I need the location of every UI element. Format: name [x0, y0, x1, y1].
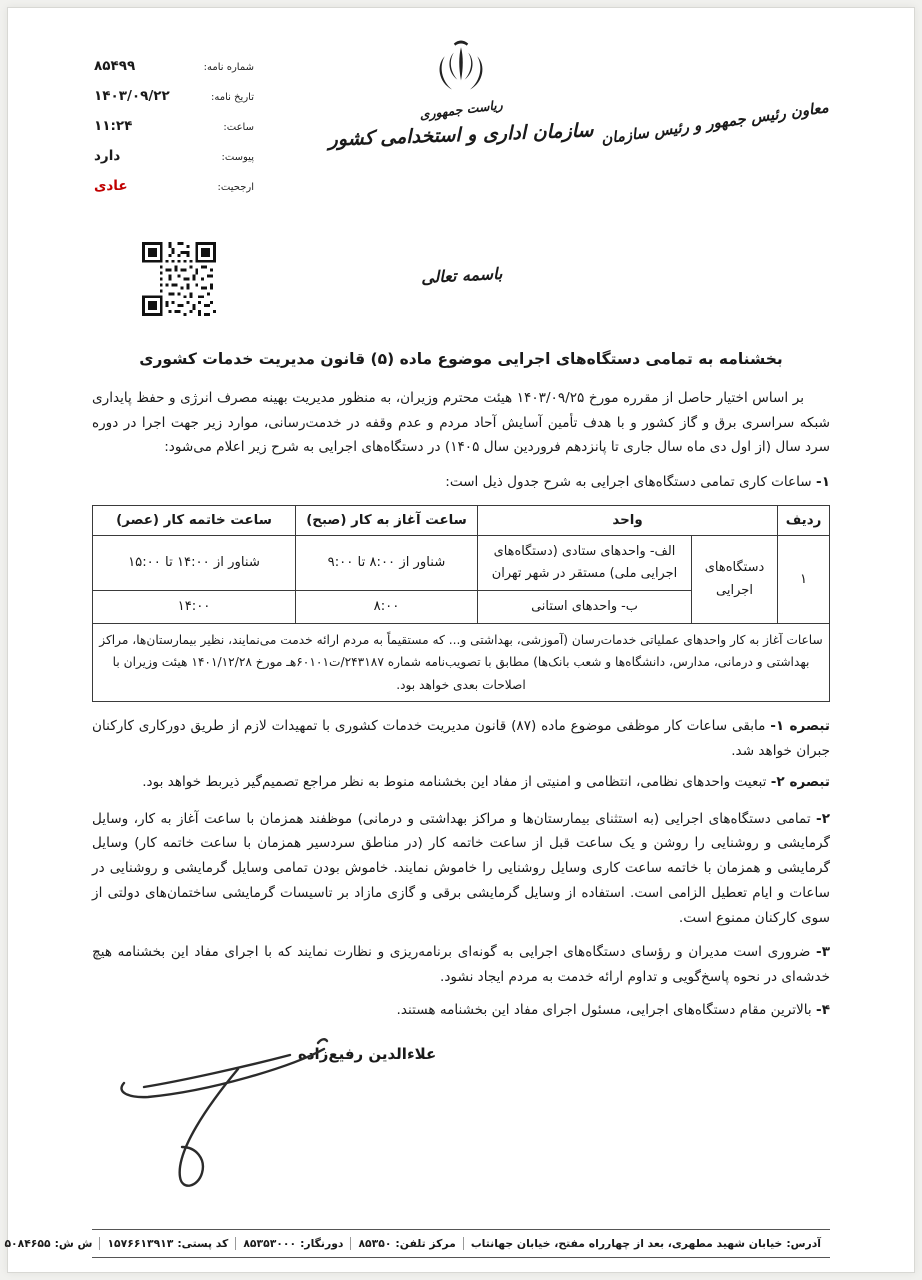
priority-badge: عادی	[94, 178, 128, 194]
letterhead	[92, 34, 830, 234]
clause-3-text: ضروری است مدیران و رؤسای دستگاه‌های اجرایی به گونه‌ای برنامه‌ریزی و نظارت نمایند که با اجرای مفاد این بخشنامه هیچ خدشه‌ای در نحوه پاسخ‌گویی و تداوم ارائه خدمت به مردم ایجاد نشود.	[92, 944, 830, 986]
meta-row-priority	[94, 178, 254, 194]
meta-label: پیوست:	[221, 152, 254, 163]
besmele-calligraphy: باسمه تعالی	[420, 263, 503, 288]
signatory-name: علاءالدین رفیع‌زاده	[298, 1044, 437, 1063]
clause-3-number: ۳-	[816, 944, 830, 961]
group-cell: دستگاه‌های اجرایی	[692, 535, 778, 623]
footer-fax-value: ۸۵۳۵۳۰۰۰	[243, 1237, 297, 1250]
meta-label: تاریخ نامه:	[211, 92, 254, 103]
end-cell: ۱۴:۰۰	[93, 590, 296, 623]
clause-4	[92, 998, 830, 1023]
note-2	[92, 770, 830, 795]
footer-postal-label: کد پستی:	[177, 1237, 229, 1250]
table-note: ساعات آغاز به کار واحدهای عملیاتی خدمات‌رسان (آموزشی، بهداشتی و... که مستقیماً به مردم ارائه خدمت می‌نمایند، نظیر بیمارستان‌ها، مراکز بهداشتی و درمانی، مدارس، دانشگاه‌ها و شعب بانک‌ها) مطابق با تصویب‌نامه شماره ۲۴۳۱۸۷/ت۶۰۱۰۱هـ مورخ ۱۴۰۱/۱۲/۲۸ هیئت وزیران با اصلاحات بعدی خواهد بود.	[93, 623, 830, 702]
clause-1-text: ساعات کاری تمامی دستگاه‌های اجرایی به شرح جدول ذیل است:	[445, 474, 812, 491]
footer-address-label: آدرس:	[786, 1237, 821, 1250]
footer-fax-label: دورنگار:	[300, 1237, 344, 1250]
footer-phone	[350, 1237, 462, 1250]
clause-1	[92, 470, 830, 495]
clause-3	[92, 940, 830, 989]
footer-phone-label: مرکز تلفن:	[395, 1237, 456, 1250]
table-note-row	[93, 623, 830, 702]
clause-2-text: تمامی دستگاه‌های اجرایی (به استثنای بیمارستان‌ها و مراکز بهداشتی و درمانی) موظفند همزمان با ساعت آغاز به کار، وسایل گرمایشی و روشنایی را روشن و یک ساعت قبل از ساعت خاتمه کار (در مناطق سردسیر همزمان با ساعت خاتمه کار) وسایل گرمایشی و همزمان با خاتمه ساعت کاری وسایل روشنایی را خاموش نمایند. خاموش بودن تمامی وسایل گرمایشی و روشنایی در ساعات و ایام تعطیل الزامی است. استفاده از وسایل گرمایشی برقی و گازی مازاد بر تاسیسات گرمایشی ساختمان‌های دولتی از سوی کارکنان ممنوع است.	[92, 810, 830, 926]
footer-phone-value: ۸۵۳۵۰	[358, 1237, 392, 1250]
footer-id-label: ش ش:	[54, 1237, 93, 1250]
meta-row-number	[94, 58, 254, 74]
meta-row-time	[94, 118, 254, 134]
footer-postal-code	[99, 1237, 235, 1250]
footer-id-number	[0, 1237, 99, 1250]
end-cell: شناور از ۱۴:۰۰ تا ۱۵:۰۰	[93, 535, 296, 590]
letter-date: ۱۴۰۳/۰۹/۲۲	[94, 88, 170, 104]
clause-1-number: ۱-	[816, 474, 830, 491]
footer-address-value: خیابان شهید مطهری، بعد از چهارراه مفتح، خیابان جهانتاب	[470, 1237, 783, 1250]
circular-title: بخشنامه به تمامی دستگاه‌های اجرایی موضوع ماده (۵) قانون مدیریت خدمات کشوری	[139, 350, 783, 368]
footer-fax	[235, 1237, 350, 1250]
footer-contact-bar	[4, 1229, 830, 1258]
intro-paragraph: بر اساس اختیار حاصل از مقرره مورخ ۱۴۰۳/۰۹/۲۵ هیئت محترم وزیران، به منظور مدیریت بهینه مصرف انرژی و حفظ پایداری شبکه سراسری برق و گاز کشور و با هدف تأمین آسایش آحاد مردم و عدم وقفه در خدمت‌رسانی، موارد زیر جهت اجرا در دوره سرد سال (از اول دی ماه سال جاری تا پانزدهم فروردین سال ۱۴۰۵) در دستگاه‌های اجرایی به شرح زیر اعلام می‌شود:	[92, 390, 830, 456]
note-2-text: تبعیت واحدهای نظامی، انتظامی و امنیتی از مفاد این بخشنامه منوط به نظر مراجع تصمیم‌گیر ذیربط خواهد بود.	[142, 773, 767, 790]
col-header-unit: واحد	[478, 505, 778, 535]
sender-role-title: معاون رئیس جمهور و رئیس سازمان	[599, 98, 830, 148]
meta-label: ساعت:	[223, 122, 254, 133]
letterhead-center	[301, 36, 621, 151]
row-number-cell: ۱	[778, 535, 830, 623]
note-1-text: مابقی ساعات کار موظفی موضوع ماده (۸۷) قانون مدیریت خدمات کشوری با تمهیدات لازم از طریق دورکاری کارکنان جبران خواهد شد.	[92, 718, 830, 760]
col-header-start: ساعت آغاز به کار (صبح)	[296, 505, 478, 535]
clause-2	[92, 807, 830, 931]
col-header-row-no: ردیف	[778, 505, 830, 535]
letter-number: ۸۵۴۹۹	[94, 58, 136, 74]
clause-2-number: ۲-	[816, 810, 830, 827]
note-1	[92, 714, 830, 763]
meta-label: ارجحیت:	[217, 182, 254, 193]
unit-cell: الف- واحدهای ستادی (دستگاه‌های اجرایی ملی) مستقر در شهر تهران	[478, 535, 692, 590]
handwritten-signature	[86, 1035, 336, 1199]
note-2-label: تبصره ۲-	[770, 773, 830, 790]
start-cell: ۸:۰۰	[296, 590, 478, 623]
meta-label: شماره نامه:	[203, 62, 254, 73]
footer-address	[463, 1237, 828, 1250]
letter-time: ۱۱:۲۴	[94, 118, 133, 134]
clause-4-number: ۴-	[816, 1001, 830, 1018]
signature-block	[92, 1033, 830, 1175]
attachment-status: دارد	[94, 148, 121, 164]
col-header-end: ساعت خاتمه کار (عصر)	[93, 505, 296, 535]
meta-row-date	[94, 88, 254, 104]
start-cell: شناور از ۸:۰۰ تا ۹:۰۰	[296, 535, 478, 590]
clause-4-text: بالاترین مقام دستگاه‌های اجرایی، مسئول اجرای مفاد این بخشنامه هستند.	[396, 1001, 812, 1018]
table-row	[93, 535, 830, 590]
note-1-label: تبصره ۱-	[770, 718, 830, 735]
document-page	[4, 7, 915, 1273]
bismillah-row	[92, 240, 830, 328]
org-name-main: سازمان اداری و استخدامی کشور	[328, 119, 594, 151]
footer-postal-value: ۱۵۷۶۶۱۳۹۱۳	[107, 1237, 174, 1250]
footer-id-value: ۵۰۸۴۶۵۵	[4, 1237, 51, 1250]
meta-row-attachment	[94, 148, 254, 164]
letter-meta	[94, 58, 254, 194]
table-header-row	[93, 505, 830, 535]
working-hours-table	[92, 505, 830, 703]
unit-cell: ب- واحدهای استانی	[478, 590, 692, 623]
org-name-presidency: ریاست جمهوری	[418, 96, 504, 123]
